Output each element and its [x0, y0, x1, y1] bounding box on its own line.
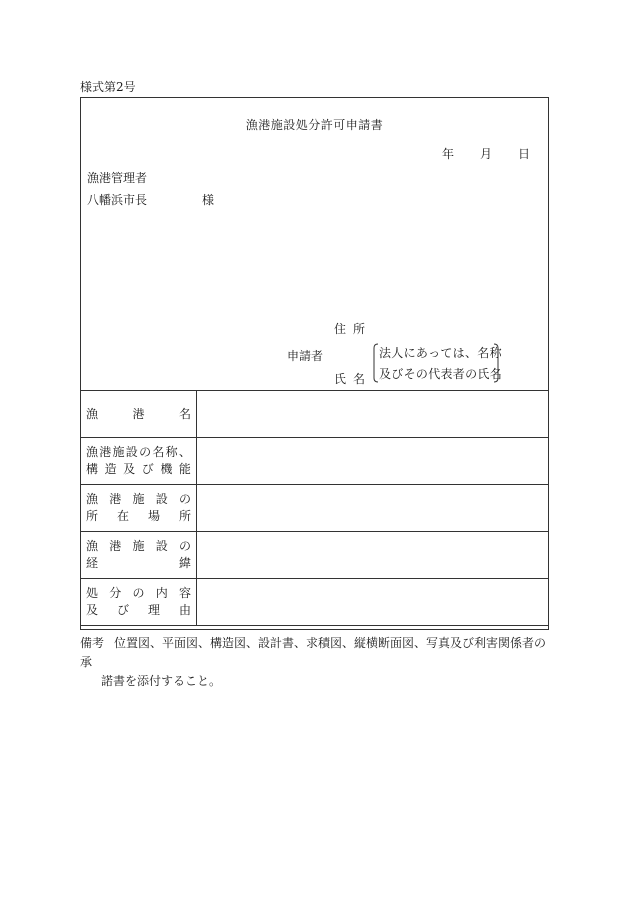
date-month-label: 月 [479, 147, 492, 161]
addressee-name: 八幡浜市長 [87, 193, 148, 207]
date-day-label: 日 [517, 147, 530, 161]
field-label-line1: 漁 港 施 設 の [86, 539, 191, 553]
field-value-fishing-port-name[interactable] [196, 391, 548, 438]
field-label-line2: 及 び 理 由 [86, 603, 191, 617]
field-value-facility-history[interactable] [196, 532, 548, 579]
application-form-frame [80, 97, 549, 630]
field-value-facility-location[interactable] [196, 485, 548, 532]
address-label: 住所 [334, 322, 373, 336]
corporation-note-line-2: 及びその代表者の氏名 [379, 367, 503, 381]
field-label-line1: 漁 港 施 設 の 名 称 、 [86, 445, 191, 459]
field-label-line2: 所 在 場 所 [86, 509, 191, 523]
field-label-line1: 漁 港 施 設 の [86, 492, 191, 506]
form-header-area [81, 98, 548, 390]
field-label-line2: 経 緯 [86, 556, 191, 570]
field-row-facility-history [81, 532, 549, 579]
addressee-suffix: 様 [202, 193, 215, 207]
field-label-facility-location [81, 485, 197, 532]
field-label-facility-history [81, 532, 197, 579]
remarks-head: 備考 [80, 636, 105, 650]
field-label-facility-name-structure [81, 438, 197, 485]
addressee-title: 漁港管理者 [87, 171, 148, 185]
field-label-disposal-content-reason [81, 579, 197, 626]
remarks-line-1 [80, 634, 550, 672]
field-label-line1: 漁 港 名 [86, 406, 191, 421]
field-row-disposal-content-reason [81, 579, 549, 626]
remarks-text-1: 位置図、平面図、構造図、設計書、求積図、縦横断面図、写真及び利害関係者の承 [80, 636, 547, 669]
application-fields-table [80, 390, 549, 626]
document-title: 漁港施設処分許可申請書 [245, 118, 384, 132]
form-number: 様式第2号 [80, 80, 136, 94]
field-label-fishing-port-name [81, 391, 197, 438]
field-value-disposal-content-reason[interactable] [196, 579, 548, 626]
field-row-facility-name-structure [81, 438, 549, 485]
applicant-label: 申請者 [287, 349, 324, 363]
date-row [442, 145, 530, 162]
date-year-label: 年 [441, 147, 454, 161]
name-label: 氏名 [334, 372, 373, 386]
field-row-facility-location [81, 485, 549, 532]
corporation-note [373, 343, 503, 383]
field-row-fishing-port-name [81, 391, 549, 438]
remarks-line-2: 諾書を添付すること。 [101, 674, 222, 688]
field-label-line1: 処 分 の 内 容 [86, 586, 191, 600]
field-label-line2: 構 造 及 び 機 能 [86, 462, 191, 476]
remarks [80, 634, 550, 691]
field-value-facility-name-structure[interactable] [196, 438, 548, 485]
corporation-note-line-1: 法人にあっては、名称 [379, 346, 502, 360]
